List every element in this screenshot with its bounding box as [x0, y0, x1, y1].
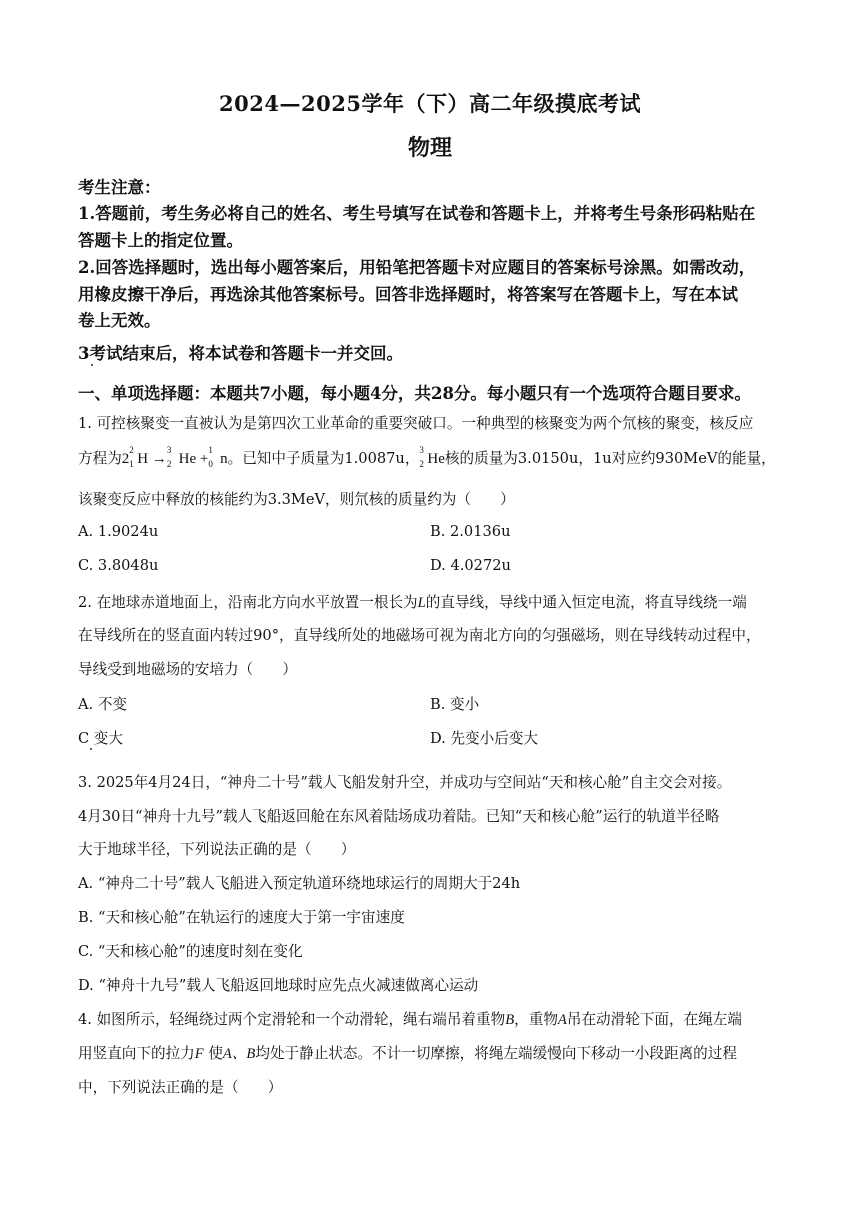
- q3-line-3: 大于地球半径，下列说法正确的是（ ）: [78, 841, 356, 858]
- q1-option-d: D. 4.0272u: [430, 557, 511, 574]
- q1-prefix: 方程为: [78, 450, 122, 467]
- q1-suffix: 核的质量为3.0150u，1u对应约930MeV的能量，: [444, 450, 776, 467]
- q3-line-2: 4月30日“神舟十九号”载人飞船返回舱在东风着陆场成功着陆。已知“天和核心舱”运行的轨道半径略: [78, 808, 720, 825]
- q3-option-c: C. “天和核心舱”的速度时刻在变化: [78, 943, 303, 960]
- q1-line-2: [78, 444, 782, 469]
- section-heading: 一、单项选择题：本题共7小题，每小题4分，共28分。每小题只有一个选项符合题目要求。: [78, 384, 751, 403]
- q1-line-3: 该聚变反应中释放的核能约为3.3MeV，则氘核的质量约为（ ）: [78, 491, 515, 508]
- notice-item-1-line-1: 1.答题前，考生务必将自己的姓名、考生号填写在试卷和答题卡上，并将考生号条形码粘贴在: [78, 204, 756, 223]
- notice-heading: 考生注意：: [78, 178, 161, 197]
- q3-option-a: A. “神舟二十号”载人飞船进入预定轨道环绕地球运行的周期大于24h: [78, 875, 521, 892]
- q1-line-1: 1. 可控核聚变一直被认为是第四次工业革命的重要突破口。一种典型的核聚变为两个氘核的聚变，核反应: [78, 415, 754, 432]
- q1-option-a: A. 1.9024u: [78, 523, 159, 540]
- q1-option-c: C. 3.8048u: [78, 557, 159, 574]
- exam-title: 2024—2025学年（下）高二年级摸底考试: [219, 91, 641, 116]
- q2-option-c: C 变大: [78, 730, 123, 747]
- q4-line-2: 用竖直向下的拉力F 使A、B均处于静止状态。不计一切摩擦，将绳左端缓慢向下移动一小段距离的过程: [78, 1045, 737, 1062]
- q2-option-a: A. 不变: [78, 696, 128, 713]
- q3-line-1: 3. 2025年4月24日，“神舟二十号”载人飞船发射升空，并成功与空间站“天和核心舱”自主交会对接。: [78, 774, 732, 791]
- exam-subject: 物理: [407, 135, 452, 161]
- q3-option-b: B. “天和核心舱”在轨运行的速度大于第一宇宙速度: [78, 909, 405, 926]
- notice-item-3: 3考试结束后，将本试卷和答题卡一并交回。: [78, 344, 403, 363]
- notice-item-1-line-2: 答题卡上的指定位置。: [78, 231, 243, 250]
- mark-dot: [90, 748, 92, 750]
- notice-item-2-line-1: 2.回答选择题时，选出每小题答案后，用铅笔把答题卡对应题目的答案标号涂黑。如需改动，: [78, 258, 756, 277]
- q2-option-b: B. 变小: [430, 696, 480, 713]
- q4-line-1: 4. 如图所示，轻绳绕过两个定滑轮和一个动滑轮，绳右端吊着重物B，重物A吊在动滑轮下面，在绳左端: [78, 1011, 742, 1028]
- q2-line-3: 导线受到地磁场的安培力（ ）: [78, 661, 297, 678]
- q4-line-3: 中，下列说法正确的是（ ）: [78, 1079, 283, 1096]
- q3-option-d: D. “神舟十九号”载人飞船返回地球时应先点火减速做离心运动: [78, 977, 479, 994]
- fusion-equation: 2 2 1 H → 3 2 He + 1 0 n: [121, 444, 228, 469]
- q1-option-b: B. 2.0136u: [430, 523, 511, 540]
- notice-item-2-line-2: 用橡皮擦干净后，再选涂其他答案标号。回答非选择题时，将答案写在答题卡上，写在本试: [78, 285, 738, 304]
- mark-dot: [91, 364, 93, 366]
- var-l: L: [417, 595, 426, 611]
- q2-line-2: 在导线所在的竖直面内转过90°，直导线所处的地磁场可视为南北方向的匀强磁场，则在导线转动过程中，: [78, 627, 761, 644]
- notice-item-2-line-3: 卷上无效。: [78, 311, 161, 330]
- q1-mid: 。已知中子质量为1.0087u，: [227, 450, 420, 467]
- q2-option-d: D. 先变小后变大: [430, 730, 539, 747]
- helium-nucleus: 3 2 He: [419, 444, 445, 469]
- q2-line-1: 2. 在地球赤道地面上，沿南北方向水平放置一根长为L的直导线，导线中通入恒定电流，将直导线绕一端: [78, 594, 747, 611]
